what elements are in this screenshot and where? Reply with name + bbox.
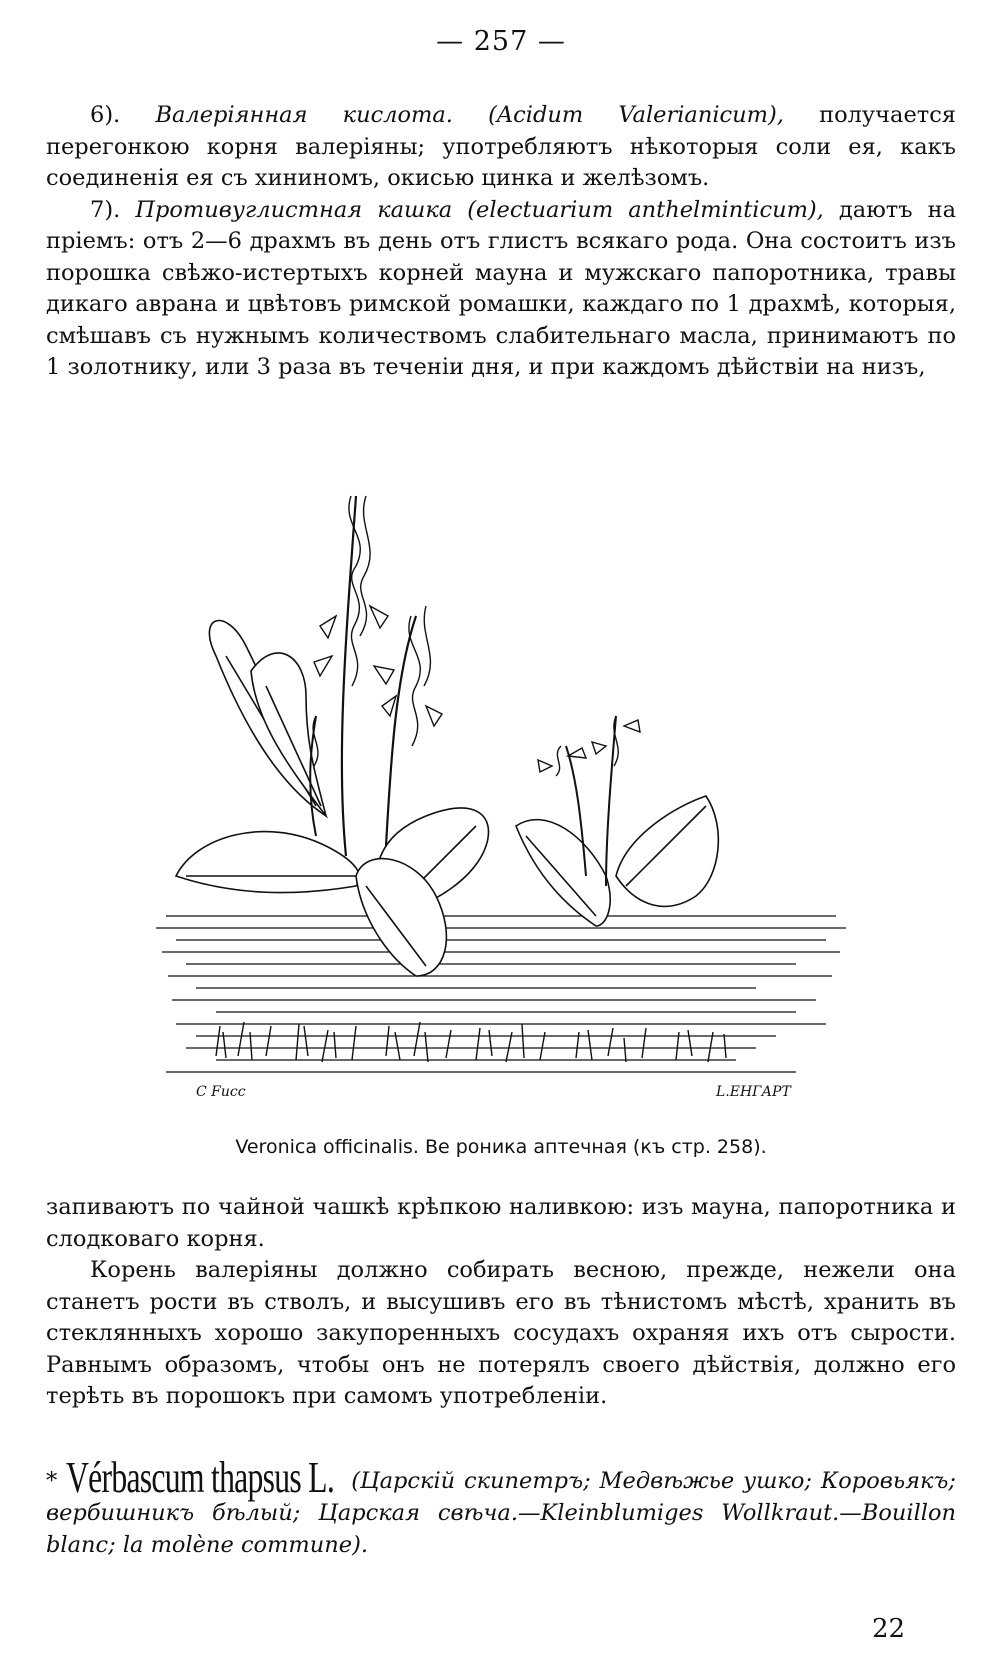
plant-illustration	[156, 456, 846, 1110]
verbascum-entry	[46, 1453, 957, 1561]
leaf	[176, 832, 360, 893]
species-synonyms: (Царскій скипетръ; Медвѣжье ушко; Коровьякъ; вербишникъ бѣлый; Царская свѣча.—Kleinblumiges Wollkraut.—Bouillon blanc; la molène commune).	[46, 1468, 957, 1558]
top-text-block	[46, 100, 956, 384]
paragraph-valerianic-acid	[46, 100, 956, 195]
leaf	[616, 796, 718, 906]
signature-mark: 22	[872, 1614, 906, 1644]
entry-title: Валеріянная кислота. (Acidum Valerianicum),	[155, 102, 784, 128]
leaf	[516, 820, 610, 926]
stem	[342, 496, 356, 856]
flower-spike	[538, 716, 640, 776]
paragraph-anthelmintic-electuary	[46, 195, 956, 384]
asterisk-marker: *	[46, 1468, 58, 1494]
entry-text: получается перегонкою корня валеріяны; употребляютъ нѣкоторыя соли ея, какъ соединенія ея съ хининомъ, окисью цинка и желѣзомъ.	[46, 102, 957, 191]
entry-title: Противуглистная кашка (electuarium anthelminticum),	[135, 196, 824, 223]
grass	[216, 1022, 726, 1062]
flower-spike	[313, 496, 442, 766]
paragraph-valerian-root: Корень валеріяны должно собирать весною, прежде, нежели она станетъ рости въ стволъ, и высушивъ его въ тѣнистомъ мѣстѣ, хранить въ стеклянныхъ хорошо закупоренныхъ сосудахъ охраняя ихъ отъ сырости. Равнымъ образомъ, чтобы онъ не потерялъ своего дѣйствія, должно его терѣть въ порошокъ при самомъ употребленіи.	[46, 1257, 956, 1409]
entry-text: даютъ на пріемъ: отъ 2—6 драхмъ въ день отъ глистъ всякаго рода. Она состоитъ изъ порошка свѣжо-истертыхъ корней мауна и мужскаго папоротника, травы дикаго аврана и цвѣтовъ римской ромашки, каждаго по 1 драхмѣ, которыя, смѣшавъ съ нужнымъ количествомъ слабительнаго масла, принимаютъ по 1 золотнику, или 3 раза въ теченіи дня, и при каждомъ дѣйствіи на низъ,	[46, 196, 957, 380]
engraver-signature-right: L.ЕНГАРТ	[716, 1084, 791, 1100]
veronica-engraving	[156, 456, 846, 1110]
engraver-signature-left: С Fисс	[196, 1084, 246, 1100]
page-number: — 257 —	[436, 26, 566, 57]
ground-hatching	[156, 916, 846, 1072]
figure-caption: Veronica officinalis. Ве роника аптечная (къ стр. 258).	[235, 1136, 767, 1158]
species-name: Vérbascum thapsus L.	[66, 1453, 335, 1502]
paragraph-continuation: запиваютъ по чайной чашкѣ крѣпкою наливкою: изъ мауна, папоротника и слодковаго корня.	[46, 1194, 956, 1252]
stem	[606, 716, 616, 886]
paragraph-number: 6).	[90, 102, 121, 128]
stem	[386, 616, 416, 846]
paragraph-number: 7).	[90, 196, 121, 223]
bottom-text-block	[46, 1192, 956, 1413]
